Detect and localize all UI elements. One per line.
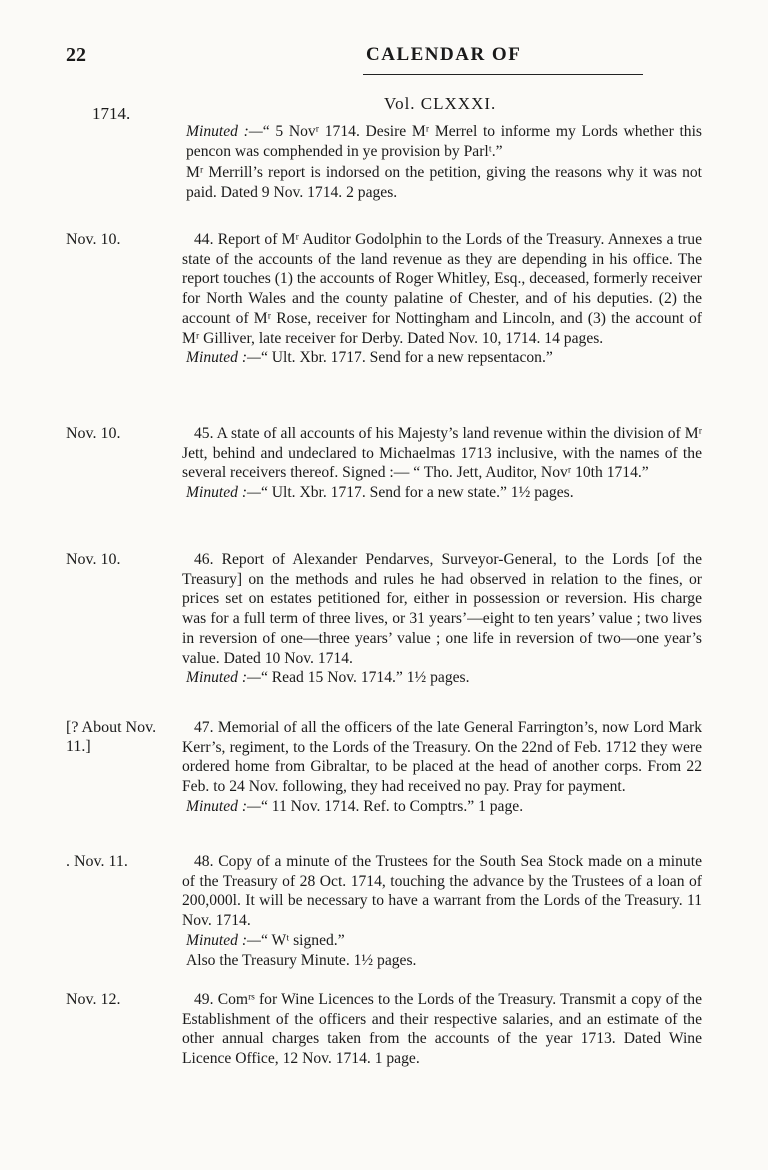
year-label: 1714.	[92, 104, 131, 123]
entry-minute: Minuted :—“ Wᵗ signed.”	[186, 931, 345, 949]
running-title: CALENDAR OF	[366, 44, 522, 65]
page-number: 22	[66, 44, 86, 66]
entry-date: . Nov. 11.	[66, 853, 128, 870]
entry-text: 46. Report of Alexander Pendarves, Surveyor-General, to the Lords [of the Treasury] on the methods and rules he had observed in relation to the fines, or prices set on estates petitioned for, either in possession or reversion. His charge was for a full term of three lives, or 31 years’—eight to ten years’ value ; two lives in reversion of one—three years’ value ; one life in reversion of two—one year’s value. Dated 10 Nov. 1714.	[182, 551, 702, 667]
entry-date: Nov. 12.	[66, 991, 121, 1008]
header-rule	[363, 74, 643, 75]
volume-label: Vol. CLXXXI.	[384, 94, 497, 113]
entry-date: [? About Nov. 11.]	[66, 719, 157, 755]
entry-minute: Minuted :—“ Read 15 Nov. 1714.” 1½ pages.	[186, 669, 470, 687]
entry-text: 45. A state of all accounts of his Majesty’s land revenue within the division of Mʳ Jett, behind and undeclared to Michaelmas 1713 inclusive, with the names of the several receivers thereof. Signed :— “ Tho. Jett, Auditor, Novʳ 10th 1714.”	[182, 425, 702, 482]
entry-text: 47. Memorial of all the officers of the late General Farrington’s, now Lord Mark Kerr’s, regiment, to the Lords of the Treasury. On the 22nd of Feb. 1712 they were ordered home from Gibraltar, to be placed at the head of another corps. From 22 Feb. to 24 Nov. following, they had received no pay. Pray for payment.	[182, 719, 702, 796]
entry-text: 44. Report of Mʳ Auditor Godolphin to the Lords of the Treasury. Annexes a true state of the accounts of the land revenue as they are depending in his office. The report touches (1) the accounts of Roger Whitley, Esq., deceased, formerly receiver for North Wales and the county palatine of Chester, and of his deputies. (2) the account of Mʳ Rose, receiver for Nottingham and Lincoln, and (3) the account of Mʳ Gilliver, late receiver for Derby. Dated Nov. 10, 1714. 14 pages.	[182, 231, 702, 347]
entry-minute: Minuted :—“ 11 Nov. 1714. Ref. to Comptrs.” 1 page.	[186, 797, 524, 815]
entry-date: Nov. 10.	[66, 551, 121, 568]
page-header	[66, 44, 706, 74]
entry-date: Nov. 10.	[66, 231, 121, 248]
entry-also: Also the Treasury Minute. 1½ pages.	[186, 951, 417, 969]
intro-minute: Minuted :—“ 5 Novʳ 1714. Desire Mʳ Merrel to informe my Lords whether this pencon was comphended in ye provision by Parlᵗ.”	[186, 123, 702, 160]
entry-date: Nov. 10.	[66, 425, 121, 442]
intro-para: Mʳ Merrill’s report is indorsed on the petition, giving the reasons why it was not paid. Dated 9 Nov. 1714. 2 pages.	[186, 164, 702, 202]
entry-minute: Minuted :—“ Ult. Xbr. 1717. Send for a new repsentacon.”	[186, 349, 553, 367]
entry-text: 48. Copy of a minute of the Trustees for the South Sea Stock made on a minute of the Treasury of 28 Oct. 1714, touching the advance by the Trustees of a loan of 200,000l. It will be necessary to have a warrant from the Lords of the Treasury. 11 Nov. 1714.	[182, 853, 702, 930]
entry-text: 49. Comʳˢ for Wine Licences to the Lords of the Treasury. Transmit a copy of the Establishment of the officers and their respective salaries, and an estimate of the other annual charges taken from the accounts of the year 1713. Dated Wine Licence Office, 12 Nov. 1714. 1 page.	[182, 991, 702, 1068]
entry-minute: Minuted :—“ Ult. Xbr. 1717. Send for a new state.” 1½ pages.	[186, 484, 574, 502]
